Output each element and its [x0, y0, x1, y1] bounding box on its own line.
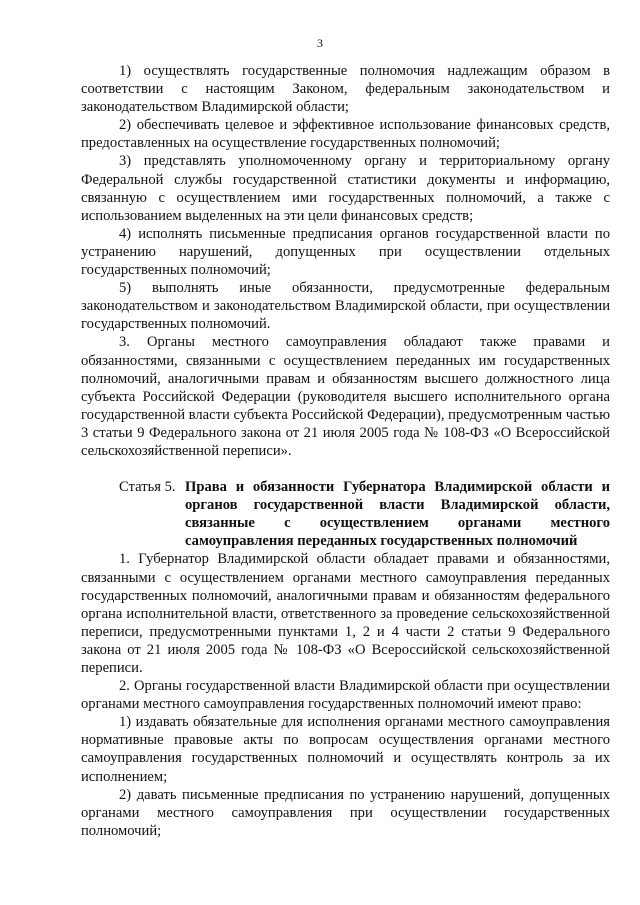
paragraph: 1) издавать обязательные для исполнения органами местного самоуправления нормативные правовые акты по вопросам осуществления органами местного самоуправления государственных полномочий и осуществлять контроль за их исполнением;	[81, 714, 610, 785]
paragraph: 2) давать письменные предписания по устранению нарушений, допущенных органами местного самоуправления при осуществлении государственных полномочий;	[81, 786, 610, 839]
paragraph: 1. Губернатор Владимирской области обладает правами и обязанностями, связанными с осуществлением органами местного самоуправления переданных государственных полномочий, аналогичными правам и обязанностям федерального органа исполнительной власти, ответственного за проведение сельскохозяйственной переписи, предусмотренными пунктами 1, 2 и 4 части 2 статьи 9 Федерального закона от 21 июля 2005 года № 108-ФЗ «О Всероссийской сельскохозяйственной переписи.	[81, 551, 610, 676]
paragraph: 4) исполнять письменные предписания органов государственной власти по устранению нарушений, допущенных при осуществлении отдельных государственных полномочий;	[81, 225, 610, 279]
paragraph: 1) осуществлять государственные полномочия надлежащим образом в соответствии с настоящим Законом, федеральным законодательством и законодательством Владимирской области;	[81, 63, 610, 116]
paragraph: 3. Органы местного самоуправления обладают также правами и обязанностями, связанными с осуществлением переданных им государственных полномочий, аналогичными правам и обязанностям высшего должностного лица субъекта Российской Федерации (руководителя высшего исполнительного органа государственной власти субъекта Российской Федерации), предусмотренным частью 3 статьи 9 Федерального закона от 21 июля 2005 года № 108-ФЗ «О Всероссийской сельскохозяйственной переписи».	[81, 334, 610, 459]
paragraph: 3) представлять уполномоченному органу и территориальному органу Федеральной службы государственной статистики документы и информацию, связанную с осуществлением ими государственных полномочий, а также с использованием выделенных на эти цели финансовых средств;	[81, 153, 610, 224]
article-label: Статья 5.	[119, 479, 176, 496]
document-body	[81, 62, 610, 840]
page-number: 3	[317, 36, 323, 50]
article-title: Права и обязанности Губернатора Владимирской области и органов государственной власти Владимирской области, связанные с осуществлением органами местного самоуправления переданных государственных полномочий	[185, 479, 610, 550]
article-heading	[81, 478, 610, 550]
paragraph: 5) выполнять иные обязанности, предусмотренные федеральным законодательством и законодательством Владимирской области, при осуществлении государственных полномочий.	[81, 280, 610, 333]
paragraph: 2) обеспечивать целевое и эффективное использование финансовых средств, предоставленных на осуществление государственных полномочий;	[81, 117, 610, 152]
paragraph: 2. Органы государственной власти Владимирской области при осуществлении органами местного самоуправления государственных полномочий имеют право:	[81, 678, 610, 713]
